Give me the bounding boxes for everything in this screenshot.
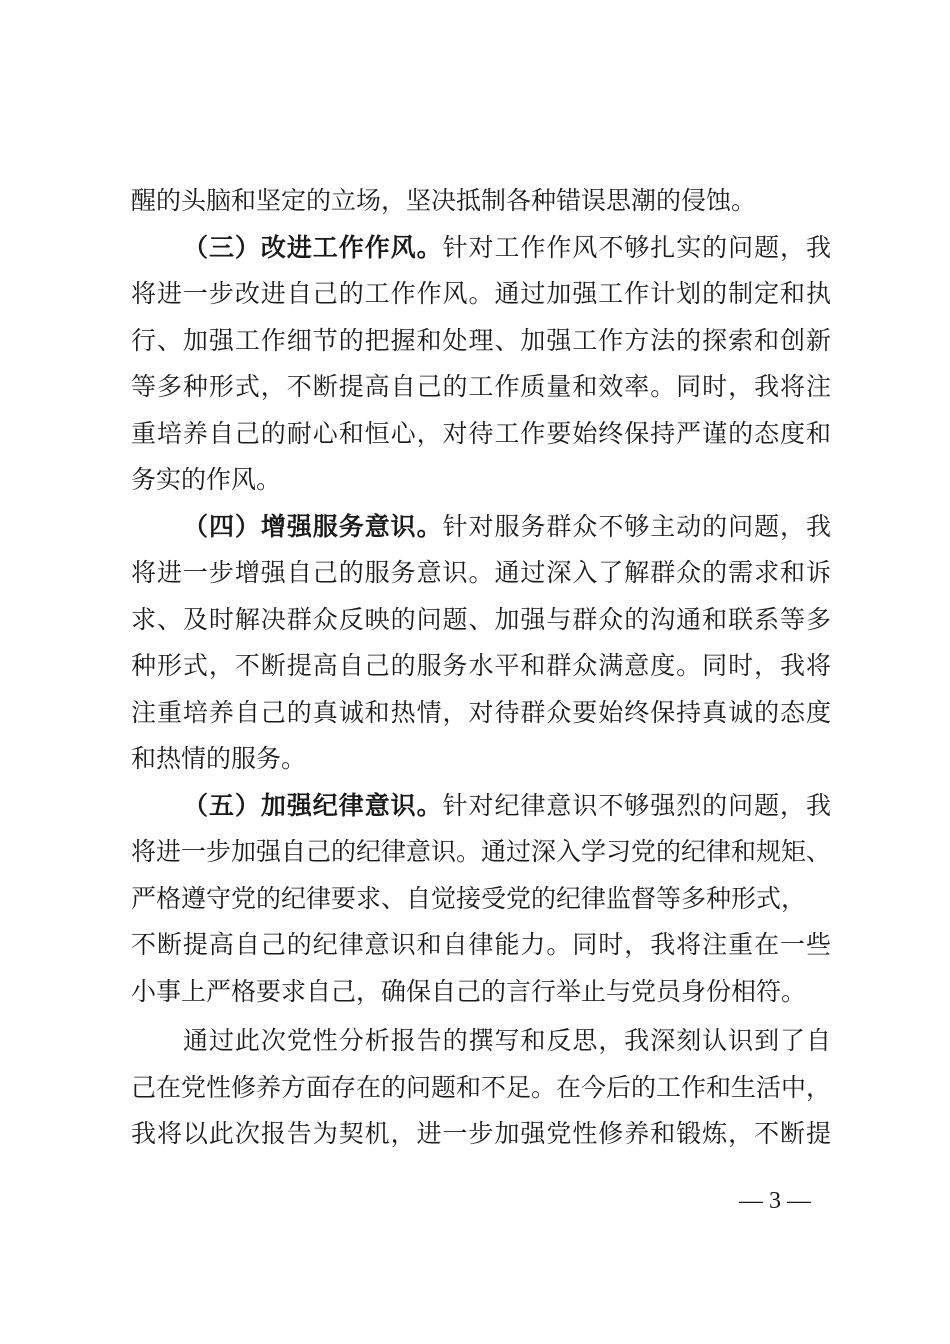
carryover-paragraph xyxy=(131,178,831,225)
text-line: 小事上严格要求自己，确保自己的言行举止与党员身份相符。 xyxy=(131,976,807,1006)
text-line: 醒的头脑和坚定的立场，坚决抵制各种错误思潮的侵蚀。 xyxy=(131,186,757,215)
text-line xyxy=(131,504,831,551)
text-line: 通过此次党性分析报告的撰写和反思，我深刻认识到了自 xyxy=(183,1026,831,1055)
text-run: 针对纪律意识不够强烈的问题，我 xyxy=(442,790,831,820)
section-five-paragraph xyxy=(131,783,831,1016)
section-four-heading: （四）增强服务意识。 xyxy=(183,511,443,541)
document-body xyxy=(131,178,831,1158)
text-line: 不断提高自己的纪律意识和自律能力。同时，我将注重在一些 xyxy=(131,930,831,959)
text-line: 将进一步增强自己的服务意识。通过深入了解群众的需求和诉 xyxy=(131,558,831,587)
section-three-heading: （三）改进工作作风。 xyxy=(183,232,443,262)
text-line: 己在党性修养方面存在的问题和不足。在今后的工作和生活中， xyxy=(131,1072,832,1102)
text-run: 针对服务群众不够主动的问题，我 xyxy=(442,511,831,541)
text-line: 行、加强工作细节的把握和处理、加强工作方法的探索和创新 xyxy=(131,325,831,355)
text-line: 注重培养自己的真诚和热情，对待群众要始终保持真诚的态度 xyxy=(131,697,831,727)
text-line xyxy=(131,225,831,272)
text-run: 针对工作作风不够扎实的问题，我 xyxy=(442,232,831,262)
page-number: — 3 — xyxy=(739,1188,811,1214)
section-three-paragraph xyxy=(131,225,831,504)
section-four-paragraph xyxy=(131,504,831,783)
text-line: 重培养自己的耐心和恒心，对待工作要始终保持严谨的态度和 xyxy=(131,418,831,448)
text-line: 将进一步加强自己的纪律意识。通过深入学习党的纪律和规矩、 xyxy=(131,837,832,866)
text-line: 等多种形式，不断提高自己的工作质量和效率。同时，我将注 xyxy=(131,372,831,401)
text-line xyxy=(131,783,831,830)
text-line: 和热情的服务。 xyxy=(131,744,307,773)
conclusion-paragraph xyxy=(131,1018,831,1158)
text-line: 严格遵守党的纪律要求、自觉接受党的纪律监督等多种形式， xyxy=(131,883,807,913)
text-line: 种形式，不断提高自己的服务水平和群众满意度。同时，我将 xyxy=(131,651,831,680)
text-line: 我将以此次报告为契机，进一步加强党性修养和锻炼，不断提 xyxy=(131,1119,831,1148)
text-line: 将进一步改进自己的工作作风。通过加强工作计划的制定和执 xyxy=(131,279,831,308)
section-five-heading: （五）加强纪律意识。 xyxy=(183,790,443,820)
text-line: 求、及时解决群众反映的问题、加强与群众的沟通和联系等多 xyxy=(131,604,831,634)
text-line: 务实的作风。 xyxy=(131,465,282,494)
